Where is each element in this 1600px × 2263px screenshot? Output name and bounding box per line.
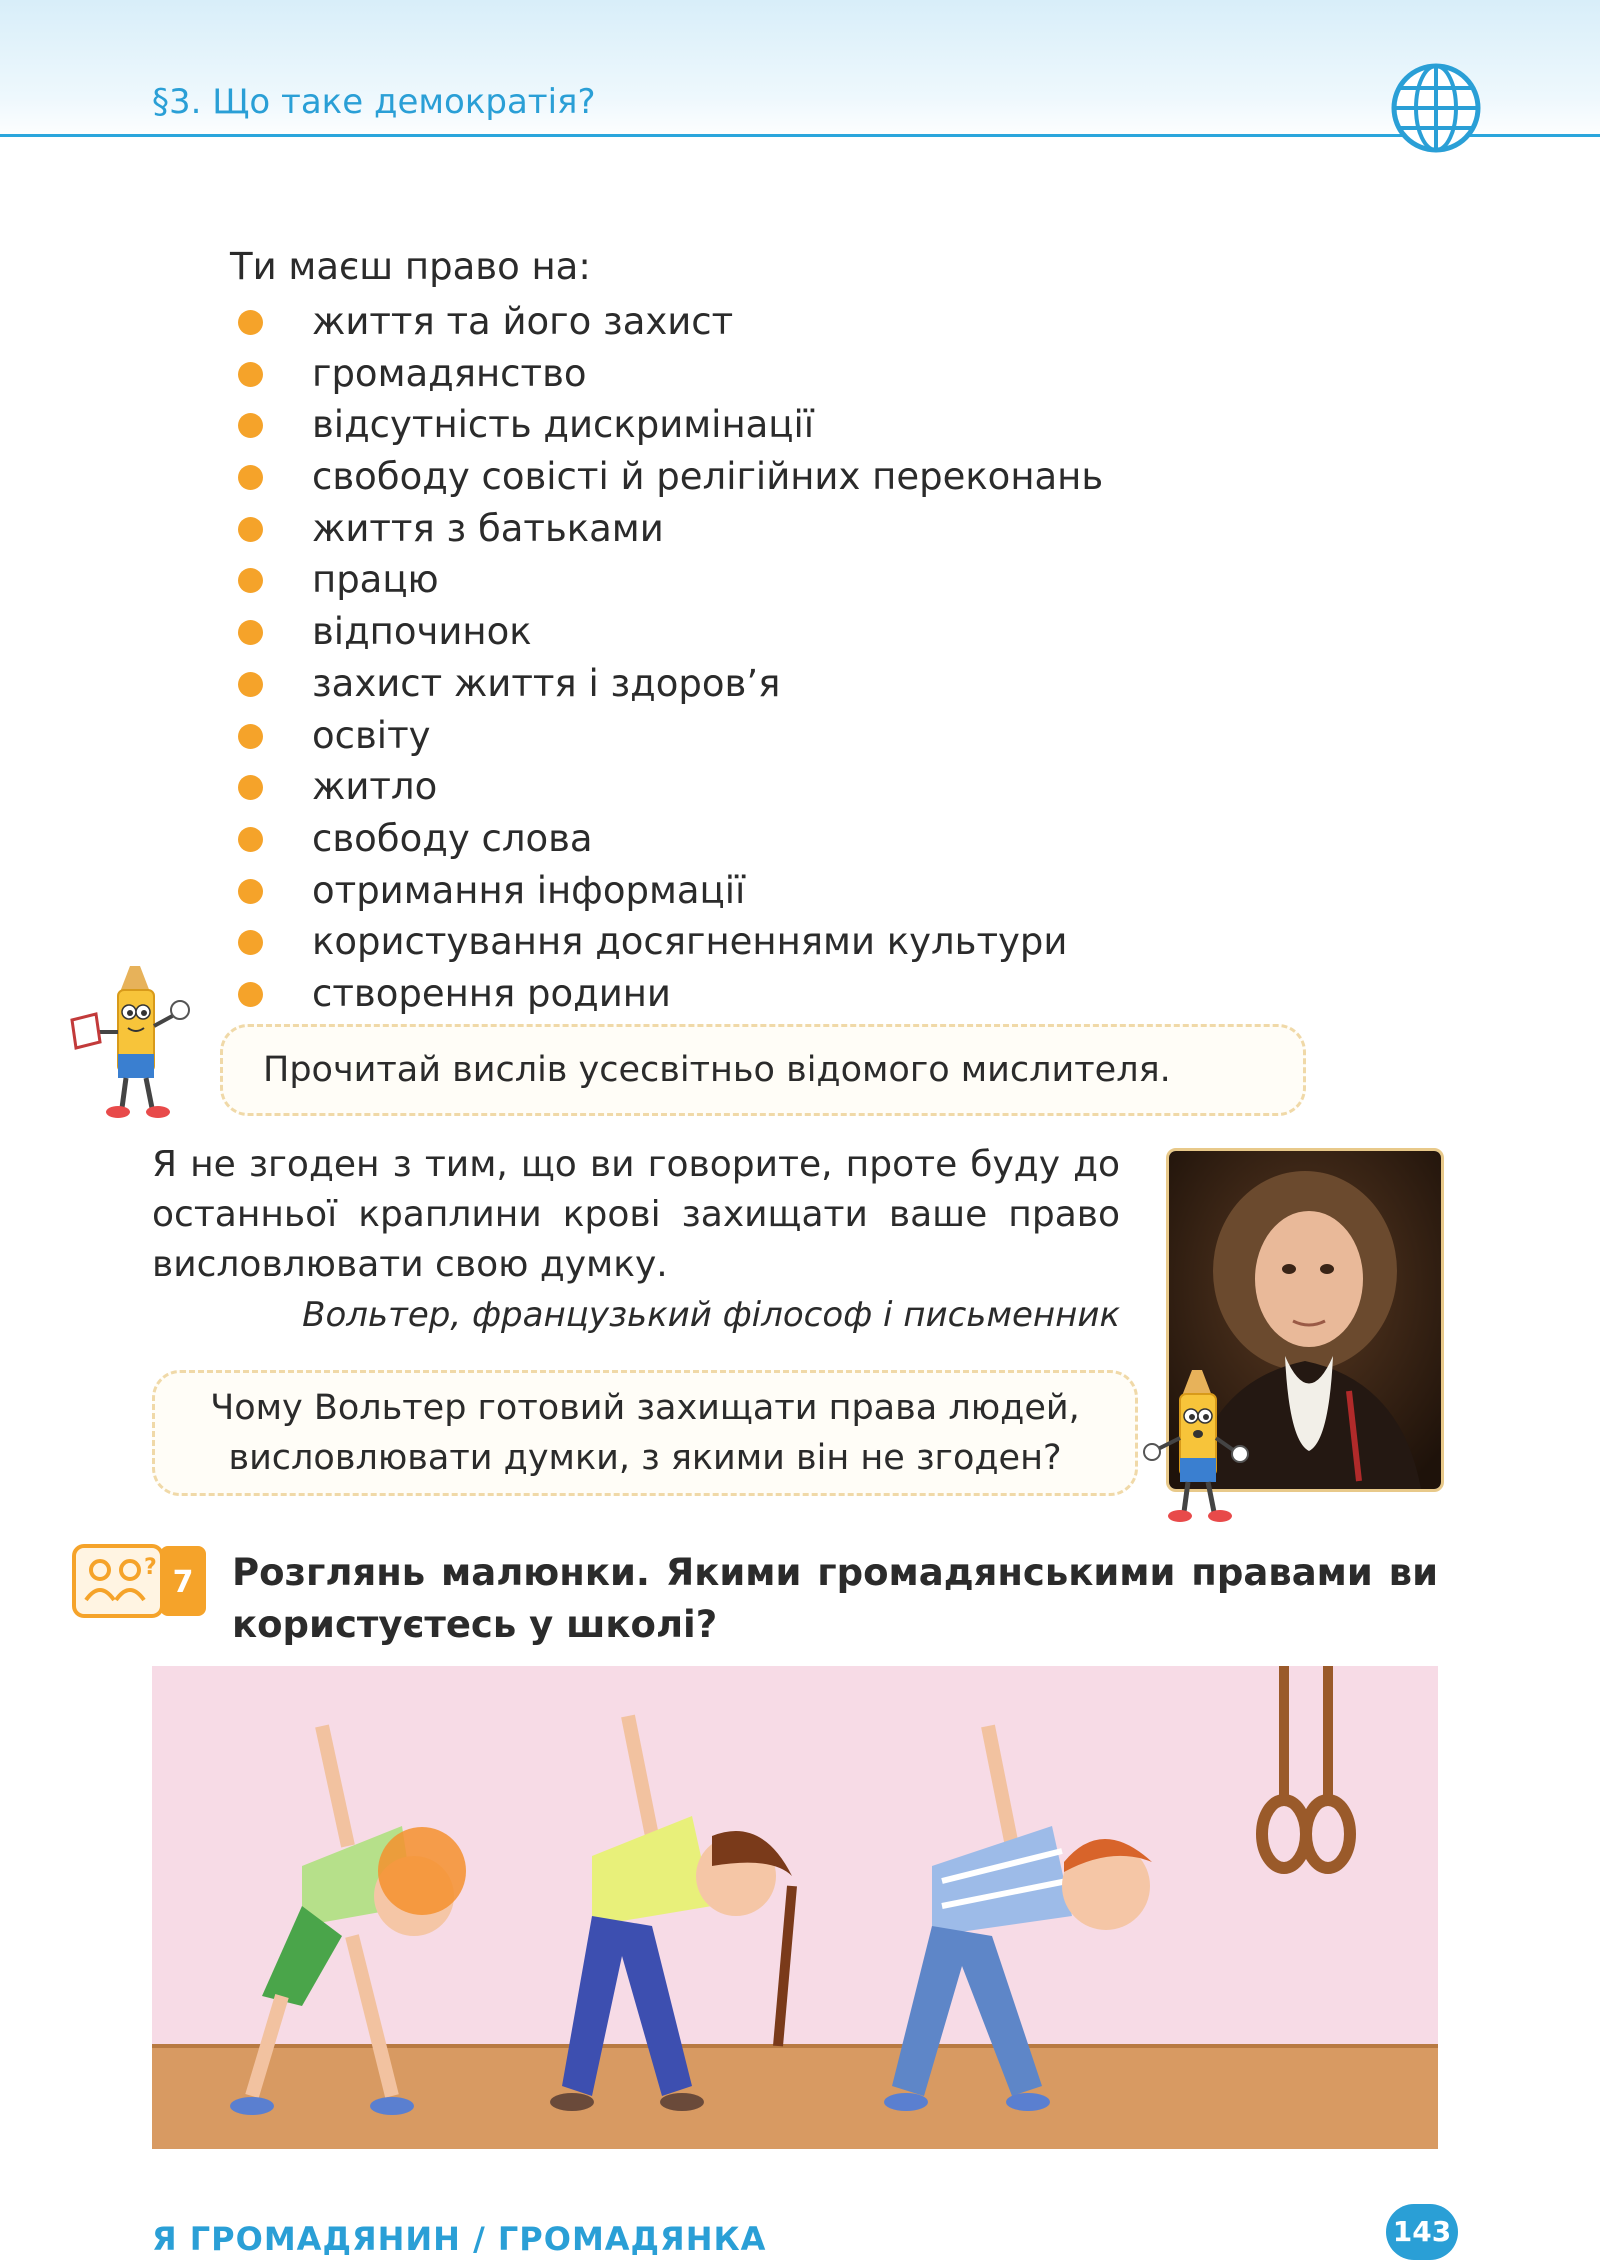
page-title: §3. Що таке демократія? xyxy=(152,82,596,122)
bullet-icon xyxy=(238,827,263,852)
bullet-icon xyxy=(238,775,263,800)
task-group-icon xyxy=(72,1544,208,1618)
list-item: життя з батьками xyxy=(230,503,1103,555)
list-item: отримання інформації xyxy=(230,865,1103,917)
bullet-icon xyxy=(238,362,263,387)
bullet-icon xyxy=(238,568,263,593)
rights-list xyxy=(230,296,1103,1020)
pencil-mascot-reading xyxy=(66,962,206,1132)
voltaire-quote: Я не згоден з тим, що ви говорите, проте буду до останньої краплини крові захищати ваше право висловлювати свою думку. xyxy=(152,1144,1120,1285)
list-item: свободу слова xyxy=(230,813,1103,865)
bullet-icon xyxy=(238,310,263,335)
svg-text:?: ? xyxy=(144,1555,157,1580)
bullet-icon xyxy=(238,879,263,904)
question-bubble xyxy=(152,1370,1138,1496)
globe-icon xyxy=(1390,62,1482,154)
list-item: громадянство xyxy=(230,348,1103,400)
question-line-2: висловлювати думки, з якими він не згоден? xyxy=(228,1438,1062,1478)
list-item: захист життя і здоров’я xyxy=(230,658,1103,710)
exercise-illustration xyxy=(152,1666,1438,2149)
list-item: відпочинок xyxy=(230,606,1103,658)
read-prompt-text: Прочитай вислів усесвітньо відомого мислителя. xyxy=(263,1050,1171,1090)
page-number: 143 xyxy=(1386,2204,1458,2260)
question-line-1: Чому Вольтер готовий захищати права людей, xyxy=(210,1388,1080,1428)
list-item: відсутність дискримінації xyxy=(230,399,1103,451)
list-item: працю xyxy=(230,554,1103,606)
list-item: створення родини xyxy=(230,968,1103,1020)
footer-section-title: Я ГРОМАДЯНИН / ГРОМАДЯНКА xyxy=(152,2220,767,2258)
bullet-icon xyxy=(238,517,263,542)
pencil-mascot-thinking xyxy=(1136,1366,1256,1536)
task-question: Розглянь малюнки. Якими громадянськими правами ви користуєтесь у школі? xyxy=(232,1551,1438,1646)
rights-intro: Ти маєш право на: xyxy=(230,245,591,288)
bullet-icon xyxy=(238,465,263,490)
list-item: освіту xyxy=(230,710,1103,762)
bullet-icon xyxy=(238,930,263,955)
list-item: користування досягненнями культури xyxy=(230,916,1103,968)
task-number: 7 xyxy=(172,1565,194,1600)
bullet-icon xyxy=(238,982,263,1007)
bullet-icon xyxy=(238,724,263,749)
quote-author: Вольтер, французький філософ і письменник xyxy=(302,1295,1120,1335)
bullet-icon xyxy=(238,620,263,645)
bullet-icon xyxy=(238,413,263,438)
list-item: житло xyxy=(230,761,1103,813)
bullet-icon xyxy=(238,672,263,697)
read-prompt-bubble xyxy=(220,1024,1306,1116)
list-item: життя та його захист xyxy=(230,296,1103,348)
header-divider xyxy=(0,134,1600,137)
list-item: свободу совісті й релігійних переконань xyxy=(230,451,1103,503)
